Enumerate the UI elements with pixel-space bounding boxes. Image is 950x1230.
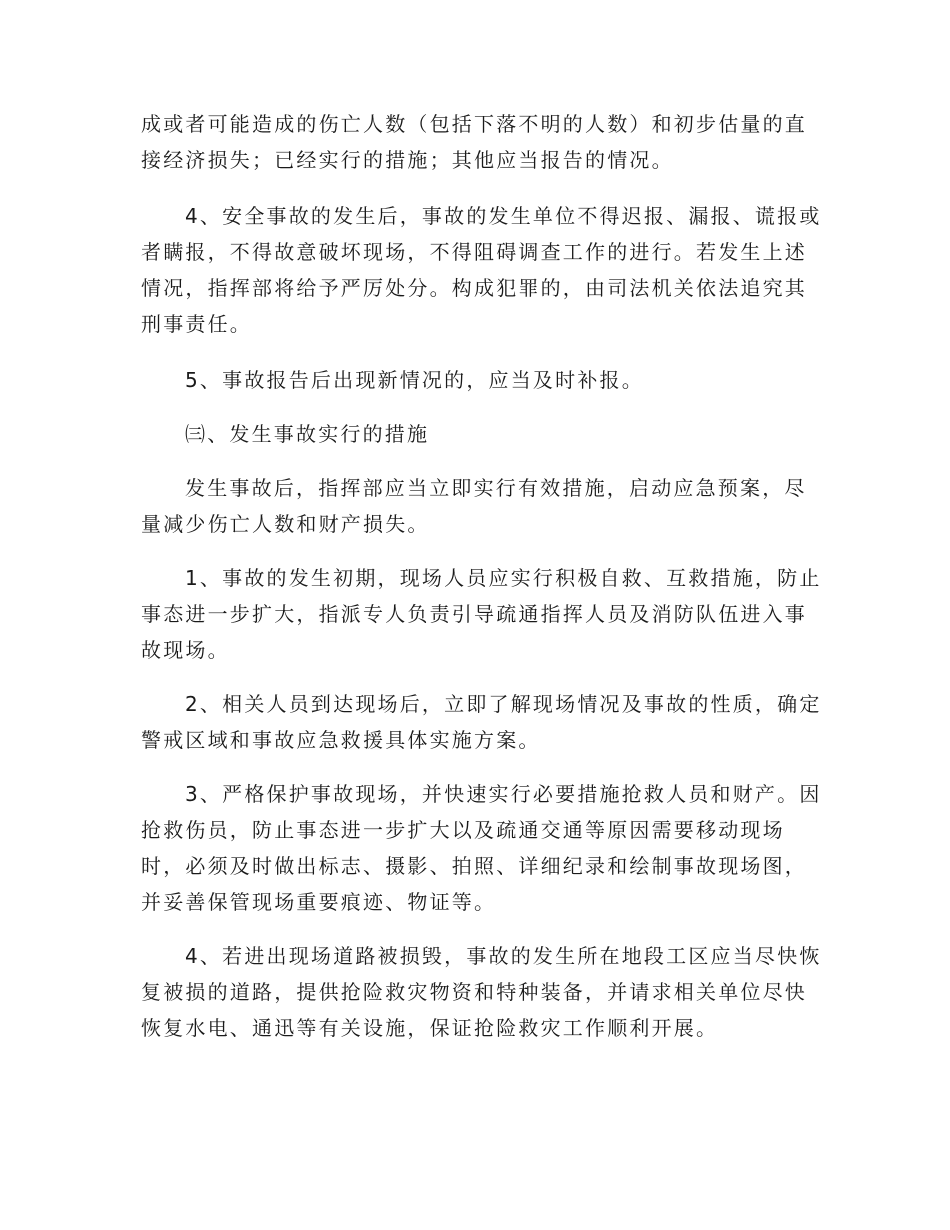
paragraph-line: 接经济损失；已经实行的措施；其他应当报告的情况。: [141, 148, 674, 172]
paragraph-line: 刑事责任。: [141, 312, 252, 336]
paragraph-item-5-supplement: [141, 362, 813, 398]
paragraph-line: 并妥善保管现场重要痕迹、物证等。: [141, 890, 497, 914]
paragraph-line: 情况，指挥部将给予严厉处分。构成犯罪的，由司法机关依法追究其: [141, 276, 807, 300]
paragraph-intro-measures: [141, 470, 813, 542]
paragraph-line: 抢救伤员，防止事态进一步扩大以及疏通交通等原因需要移动现场: [141, 818, 785, 842]
paragraph-item-1-initial: [141, 560, 822, 668]
paragraph-line: 5、事故报告后出现新情况的，应当及时补报。: [185, 368, 644, 392]
paragraph-item-3-protect-scene: [141, 776, 822, 920]
paragraph-line: 故现场。: [141, 638, 230, 662]
paragraph-line: 发生事故后，指挥部应当立即实行有效措施，启动应急预案，尽: [185, 476, 807, 500]
paragraph-line: 量减少伤亡人数和财产损失。: [141, 512, 430, 536]
section-heading-measures: [141, 416, 813, 452]
paragraph-line: 时，必须及时做出标志、摄影、拍照、详细纪录和绘制事故现场图，: [141, 854, 807, 878]
paragraph-line: 警戒区域和事故应急救援具体实施方案。: [141, 728, 541, 752]
paragraph-line: 2、相关人员到达现场后，立即了解现场情况及事故的性质，确定: [185, 692, 822, 716]
paragraph-line: 者瞒报，不得故意破坏现场，不得阻碍调查工作的进行。若发生上述: [141, 240, 807, 264]
paragraph-line: 4、安全事故的发生后，事故的发生单位不得迟报、漏报、谎报或: [185, 204, 822, 228]
paragraph-line: 4、若进出现场道路被损毁，事故的发生所在地段工区应当尽快恢: [185, 944, 822, 968]
paragraph-line: 恢复水电、通迅等有关设施，保证抢险救灾工作顺利开展。: [141, 1016, 719, 1040]
section-heading-text: ㈢、发生事故实行的措施: [185, 422, 430, 446]
paragraph-casualty-report: [141, 106, 813, 178]
paragraph-line: 事态进一步扩大，指派专人负责引导疏通指挥人员及消防队伍进入事: [141, 602, 807, 626]
paragraph-line: 3、严格保护事故现场，并快速实行必要措施抢救人员和财产。因: [185, 782, 822, 806]
paragraph-item-4-roads: [141, 938, 822, 1046]
paragraph-line: 1、事故的发生初期，现场人员应实行积极自救、互救措施，防止: [185, 566, 822, 590]
paragraph-line: 成或者可能造成的伤亡人数（包括下落不明的人数）和初步估量的直: [141, 112, 807, 136]
paragraph-item-4-reporting: [141, 198, 822, 342]
paragraph-item-2-arrival: [141, 686, 822, 758]
paragraph-line: 复被损的道路，提供抢险救灾物资和特种装备，并请求相关单位尽快: [141, 980, 807, 1004]
